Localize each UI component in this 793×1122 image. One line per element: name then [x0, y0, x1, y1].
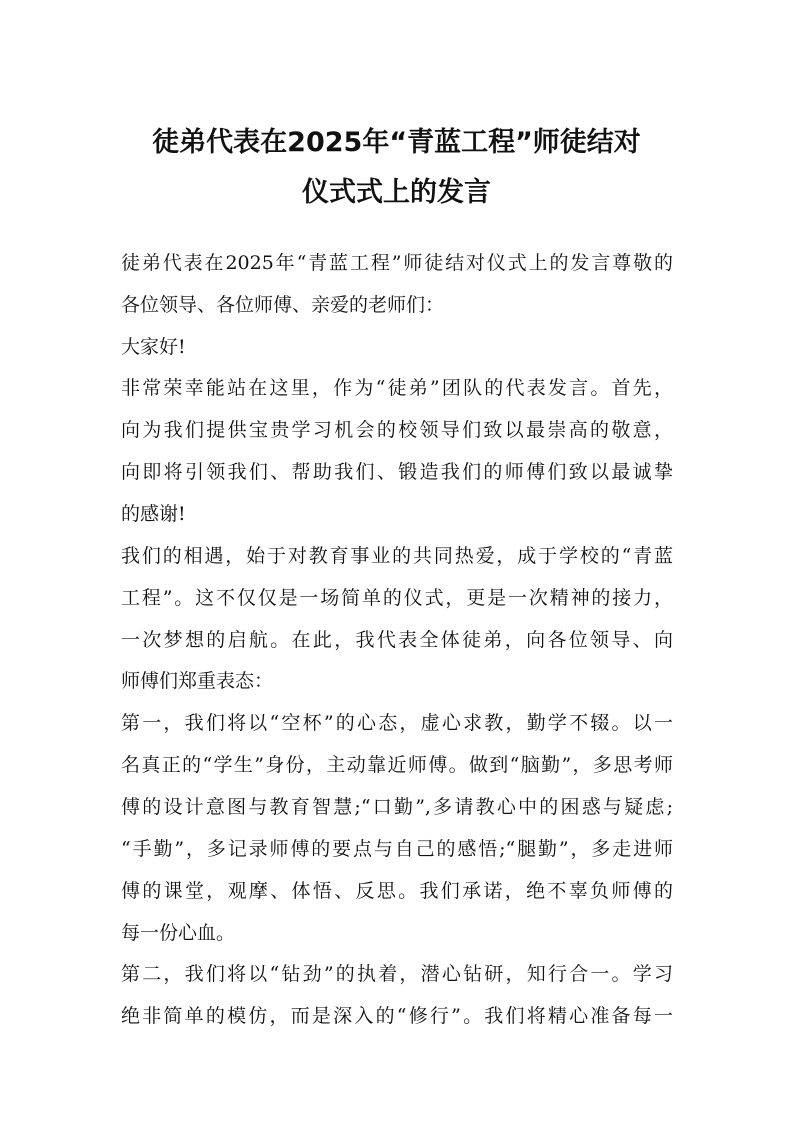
body-text-line: 第一，我们将以“空杯”的心态，虚心求教，勤学不辍。以一 [121, 712, 673, 734]
body-text-line: 第二，我们将以“钻劲”的执着，潜心钻研，知行合一。学习 [121, 963, 673, 985]
document-title-line-2: 仪式式上的发言 [302, 177, 491, 208]
body-text-line: “手勤”，多记录师傅的要点与自己的感悟;“腿勤”，多走进师 [121, 838, 673, 860]
document-title-line-1: 徒弟代表在2025年“青蓝工程”师徒结对 [152, 127, 641, 158]
body-text-line: 各位领导、各位师傅、亲爱的老师们： [121, 294, 445, 316]
body-text-line: 每一份心血。 [121, 922, 236, 944]
body-text-line: 的感谢! [121, 503, 186, 525]
body-text-line: 向为我们提供宝贵学习机会的校领导们致以最崇高的敬意， [121, 419, 673, 441]
body-text-line: 工程”。这不仅仅是一场简单的仪式，更是一次精神的接力， [121, 587, 673, 609]
body-text-line: 我们的相遇，始于对教育事业的共同热爱，成于学校的“青蓝 [121, 545, 673, 567]
body-text-line: 傅的课堂，观摩、体悟、反思。我们承诺，绝不辜负师傅的 [121, 880, 673, 902]
body-text-line: 名真正的“学生”身份，主动靠近师傅。做到“脑勤”，多思考师 [121, 754, 673, 776]
body-text-line: 傅的设计意图与教育智慧;“口勤”,多请教心中的困惑与疑虑; [121, 796, 673, 818]
body-text-line: 非常荣幸能站在这里，作为“徒弟”团队的代表发言。首先， [121, 377, 673, 399]
body-text-line: 向即将引领我们、帮助我们、锻造我们的师傅们致以最诚挚 [121, 461, 673, 483]
body-text-line: 绝非简单的模仿，而是深入的“修行”。我们将精心准备每一 [121, 1005, 673, 1027]
body-text-line: 大家好! [121, 336, 186, 358]
body-text-line: 徒弟代表在2025年“青蓝工程”师徒结对仪式上的发言尊敬的 [121, 252, 673, 274]
body-text-line: 师傅们郑重表态： [121, 670, 274, 692]
body-text-line: 一次梦想的启航。在此，我代表全体徒弟，向各位领导、向 [121, 629, 673, 651]
